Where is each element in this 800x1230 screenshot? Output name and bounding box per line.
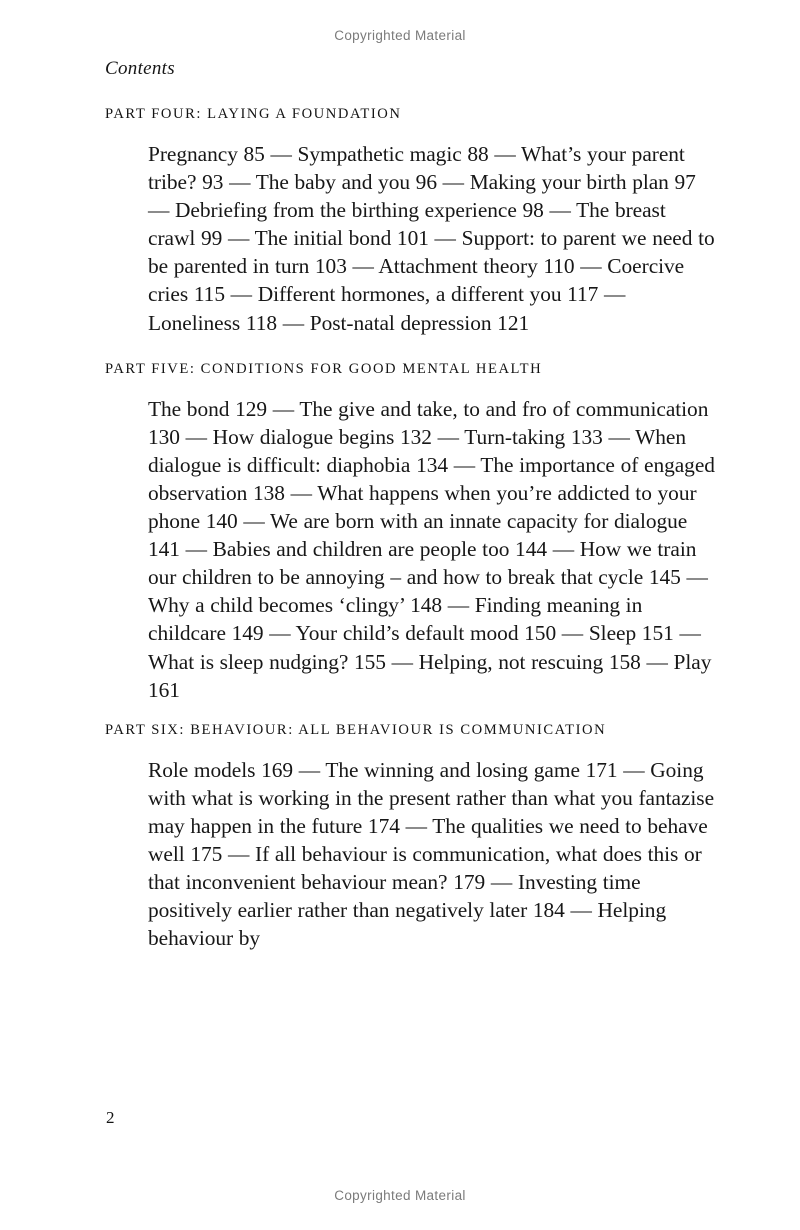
spacer <box>105 704 717 720</box>
part-five-heading: PART FIVE: CONDITIONS FOR GOOD MENTAL HEALTH <box>105 360 543 377</box>
contents-part-four <box>105 104 717 337</box>
contents-part-six <box>105 720 717 953</box>
page-number-folio: 2 <box>106 1108 115 1127</box>
spacer <box>105 740 717 756</box>
spacer <box>105 379 717 395</box>
part-four-heading: PART FOUR: LAYING A FOUNDATION <box>105 106 402 122</box>
part-five-entries: The bond 129 — The give and take, to and fro of communication 130 — How dialogue begins 132 — Turn-taking 133 — When dialogue is difficult: diaphobia 134 — The importance of engaged observation 138 — What happens when you’re addicted to your phone 140 — We are born with an innate capacity for dialogue 141 — Babies and children are people too 144 — How we train our children to be annoying – and how to break that cycle 145 — Why a child becomes ‘clingy’ 148 — Finding meaning in childcare 149 — Your child’s default mood 150 — Sleep 151 — What is sleep nudging? 155 — Helping, not rescuing 158 — Play 161 <box>148 396 715 702</box>
spacer <box>105 337 717 359</box>
contents-part-five <box>105 359 717 704</box>
contents-body <box>105 104 717 952</box>
running-head-contents: Contents <box>105 58 175 79</box>
part-four-entries: Pregnancy 85 — Sympathetic magic 88 — What’s your parent tribe? 93 — The baby and you 96 — Making your birth plan 97 — Debriefing from the birthing experience 98 — The breast crawl 99 — The initial bond 101 — Support: to parent we need to be parented in turn 103 — Attachment theory 110 — Coercive cries 115 — Different hormones, a different you 117 — Loneliness 118 — Post-natal depression 121 <box>148 142 715 335</box>
part-six-heading: PART SIX: BEHAVIOUR: ALL BEHAVIOUR IS COMMUNICATION <box>105 721 607 738</box>
copyright-watermark-bottom: Copyrighted Material <box>334 1188 466 1203</box>
copyright-watermark-top: Copyrighted Material <box>334 28 466 43</box>
part-six-entries: Role models 169 — The winning and losing game 171 — Going with what is working in the present rather than what you fantazise may happen in the future 174 — The qualities we need to behave well 175 — If all behaviour is communication, what does this or that inconvenient behaviour mean? 179 — Investing time positively earlier rather than negatively later 184 — Helping behaviour by <box>148 757 715 951</box>
spacer <box>105 124 717 140</box>
